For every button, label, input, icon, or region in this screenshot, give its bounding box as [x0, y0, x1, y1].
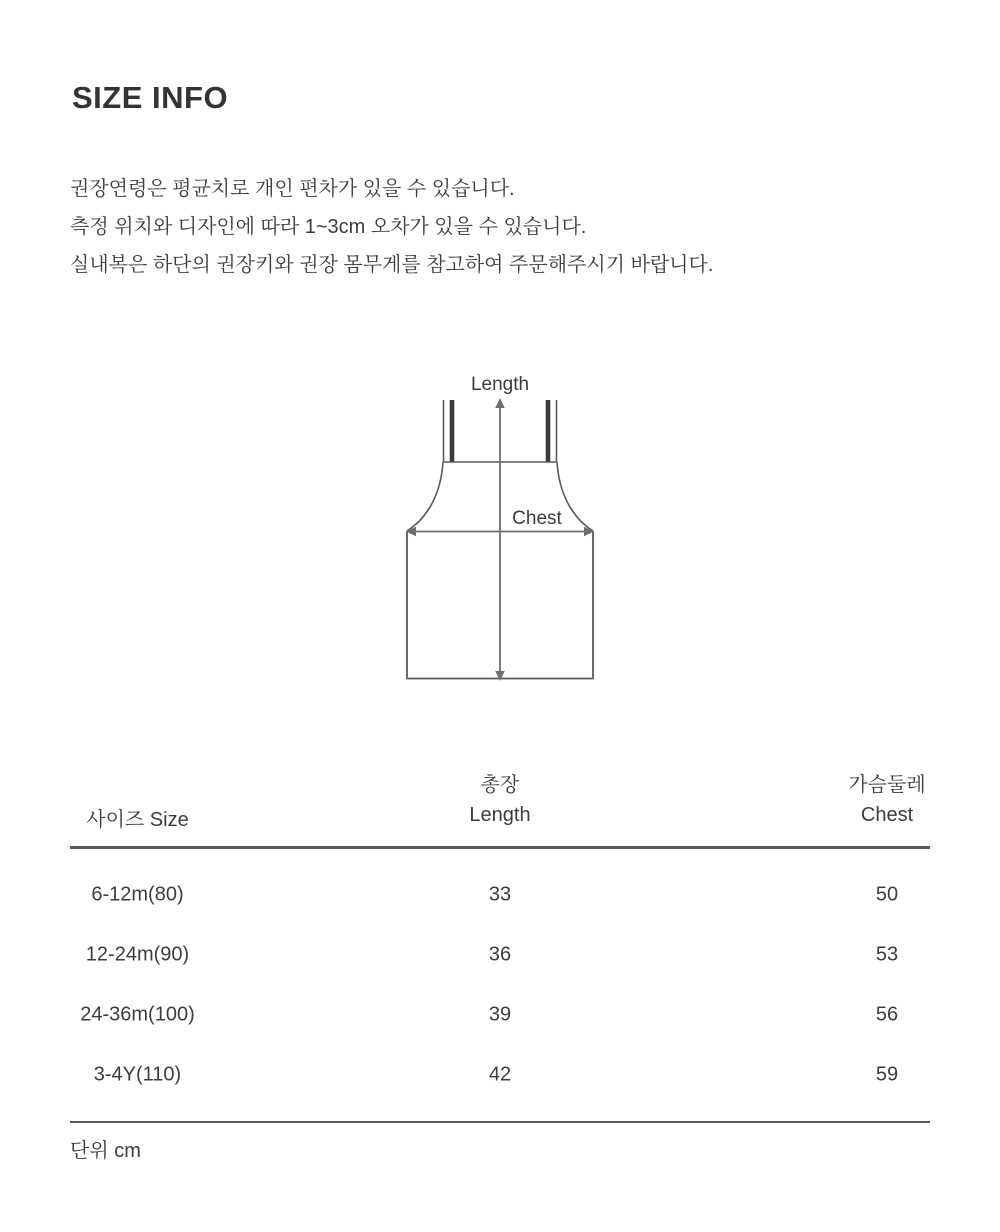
row-size: 24-36m(100): [80, 1003, 195, 1026]
size-notes: [70, 170, 713, 284]
row-size: 12-24m(90): [85, 943, 190, 966]
size-table-header: [70, 770, 930, 846]
row-length: 39: [488, 1003, 512, 1026]
header-length-en: Length: [469, 804, 531, 826]
size-table-body: [70, 849, 930, 1105]
header-size: 사이즈 Size: [86, 809, 189, 831]
row-size: 6-12m(80): [91, 883, 184, 906]
note-line-2: 측정 위치와 디자인에 따라 1~3cm 오차가 있을 수 있습니다.: [70, 216, 587, 238]
row-chest: 56: [875, 1003, 899, 1026]
chest-label: Chest: [512, 508, 562, 529]
table-row: [70, 865, 930, 925]
row-chest: 50: [875, 883, 899, 906]
row-chest: 59: [875, 1063, 899, 1086]
note-line-3: 실내복은 하단의 권장키와 권장 몸무게를 참고하여 주문해주시기 바랍니다.: [70, 254, 714, 276]
header-chest-ko: 가슴둘레: [848, 774, 926, 796]
unit-label: 단위 cm: [70, 1140, 141, 1162]
table-row: [70, 1045, 930, 1105]
garment-measurement-diagram: [368, 362, 632, 692]
table-row: [70, 925, 930, 985]
table-bottom-rule: [70, 1121, 930, 1123]
page-title: SIZE INFO: [72, 80, 229, 115]
row-chest: 53: [875, 943, 899, 966]
row-length: 36: [488, 943, 512, 966]
header-length-ko: 총장: [480, 774, 520, 796]
length-label: Length: [470, 374, 530, 395]
note-line-1: 권장연령은 평균치로 개인 편차가 있을 수 있습니다.: [70, 178, 515, 200]
left-armhole-curve: [407, 462, 443, 531]
size-table: [70, 770, 930, 1163]
length-arrow: [495, 398, 505, 681]
garment-diagram-svg: [368, 362, 632, 692]
right-armhole-curve: [557, 462, 593, 531]
row-length: 33: [488, 883, 512, 906]
header-chest-en: Chest: [860, 804, 914, 826]
row-size: 3-4Y(110): [93, 1063, 182, 1086]
row-length: 42: [488, 1063, 512, 1086]
header-length: [70, 770, 930, 830]
header-chest: [832, 770, 942, 830]
table-row: [70, 985, 930, 1045]
